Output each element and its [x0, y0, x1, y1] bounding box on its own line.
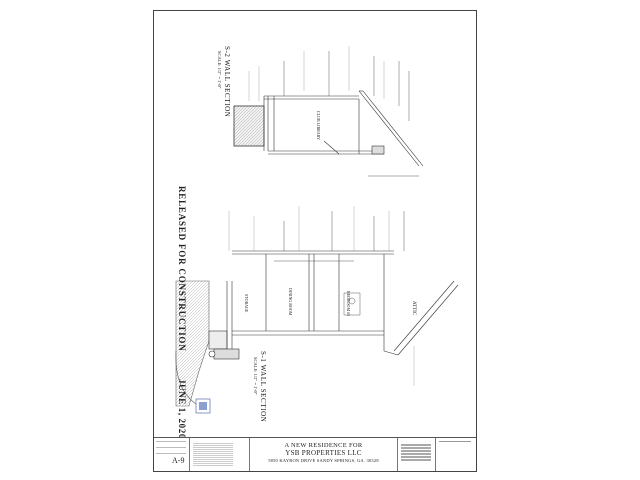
sheet-number: A-9 [172, 456, 185, 465]
released-stamp: RELEASED FOR CONSTRUCTION [177, 186, 187, 352]
designer-cell [398, 438, 436, 471]
drawing-sheet [153, 10, 477, 472]
construction-drawing [154, 11, 476, 438]
release-date: JUNE 1, 2020 [177, 379, 187, 439]
s2-section-scale: SCALE: 1/2" = 1'-0" [217, 51, 222, 89]
project-title [250, 438, 398, 471]
room-storage: STORAGE [244, 294, 249, 313]
notes-cell [190, 438, 250, 471]
s2-wall-section-drawing [234, 51, 423, 176]
s2-section-title: S-2 WALL SECTION [223, 46, 231, 118]
room-attic: ATTIC [411, 301, 416, 316]
title-block [154, 437, 476, 471]
title-line-2: YSB PROPERTIES LLC [285, 449, 362, 457]
room-dining: DINING ROOM [288, 288, 293, 316]
architect-logo [196, 399, 210, 413]
sheet-info [154, 438, 190, 471]
revision-cell [436, 438, 476, 471]
s1-section-title: S-1 WALL SECTION [259, 351, 267, 423]
s1-section-scale: SCALE: 1/2" = 1'-0" [253, 357, 258, 395]
project-address: 5850 KAYRON DRIVE SANDY SPRINGS, GA. 30328 [268, 458, 379, 463]
room-bedroom: BEDROOM #3 [346, 291, 351, 317]
room-club-library: CLUB LIBRARY [316, 111, 321, 141]
title-line-1: A NEW RESIDENCE FOR [284, 442, 363, 449]
